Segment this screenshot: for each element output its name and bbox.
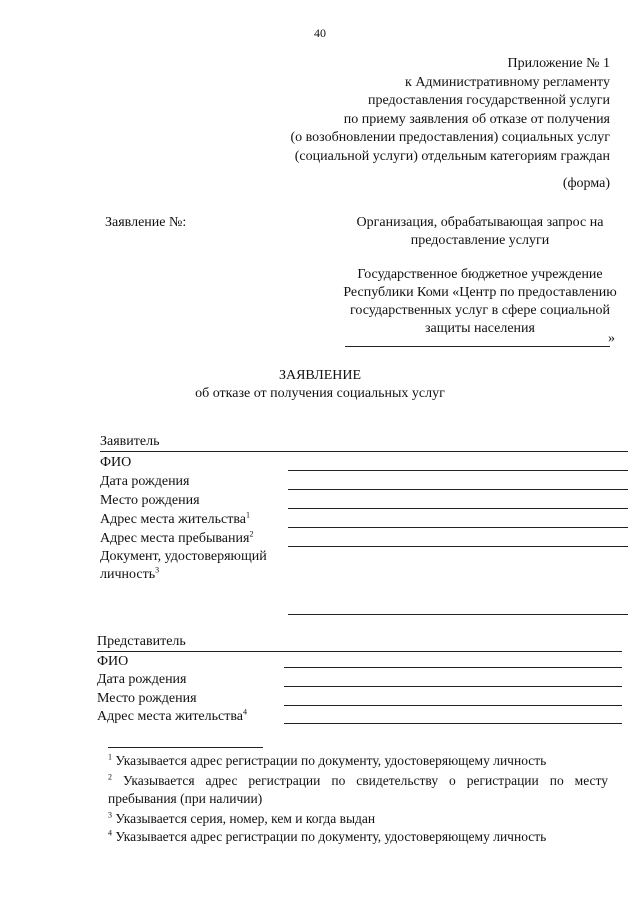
applicant-fio-line[interactable]: [288, 470, 628, 471]
footnote-ref: 1: [246, 510, 250, 520]
applicant-birth-place-line[interactable]: [288, 508, 628, 509]
appendix-line: к Административному регламенту: [405, 74, 610, 90]
footnote-3: [108, 810, 608, 828]
institution-fill-line[interactable]: [345, 346, 610, 347]
footnote-number: 3: [108, 810, 112, 820]
appendix-line: (о возобновлении предоставления) социальных услуг: [290, 130, 610, 145]
applicant-fio-label: ФИО: [100, 455, 132, 470]
applicant-stay-line[interactable]: [288, 546, 628, 547]
representative-birth-place-label: Место рождения: [97, 691, 197, 706]
appendix-line: Приложение № 1: [507, 56, 610, 71]
applicant-id-doc-line[interactable]: [288, 614, 628, 615]
applicant-stay-label: [100, 531, 253, 547]
application-number-label: Заявление №:: [105, 215, 187, 230]
institution-name: Государственное бюджетное учреждение Республики Коми «Центр по предоставлению государственных услуг в сфере социальной защиты населения: [343, 267, 617, 336]
document-title: [0, 367, 640, 403]
label-text: личность: [100, 567, 156, 582]
footnote-number: 4: [108, 828, 112, 838]
applicant-birth-date-line[interactable]: [288, 489, 628, 490]
representative-fio-label: ФИО: [97, 654, 129, 669]
appendix-line: предоставления государственной услуги: [368, 93, 610, 108]
appendix-header: [290, 55, 610, 166]
footnote-text: Указывается адрес регистрации по свидетельству о регистрации по месту пребывания (при наличии): [108, 773, 608, 806]
applicant-birth-place-label: Место рождения: [100, 493, 200, 508]
representative-residence-line[interactable]: [284, 723, 622, 724]
applicant-id-doc-label-cont: [100, 567, 159, 583]
form-label: (форма): [562, 176, 610, 191]
title-subtitle: об отказе от получения социальных услуг: [195, 386, 445, 401]
representative-fio-line[interactable]: [284, 667, 622, 668]
label-text: Адрес места жительства: [97, 709, 243, 724]
label-text: Адрес места жительства: [100, 512, 246, 527]
representative-residence-label: [97, 709, 247, 725]
representative-birth-date-label: Дата рождения: [97, 672, 187, 687]
applicant-id-doc-label: Документ, удостоверяющий: [100, 549, 267, 564]
footnote-ref: 4: [243, 707, 247, 717]
footnote-number: 1: [108, 752, 112, 762]
appendix-line: (социальной услуги) отдельным категориям граждан: [294, 148, 610, 164]
closing-quote: »: [608, 331, 615, 346]
footnote-2: [108, 772, 608, 808]
footnote-1: [108, 752, 608, 770]
footnote-4: [108, 828, 608, 846]
title-main: ЗАЯВЛЕНИЕ: [278, 368, 362, 383]
footnote-number: 2: [108, 772, 112, 782]
organization-label: Организация, обрабатывающая запрос на предоставление услуги: [356, 215, 604, 248]
footnote-text: Указывается адрес регистрации по документу, удостоверяющему личность: [115, 753, 547, 768]
representative-birth-date-line[interactable]: [284, 686, 622, 687]
page-number: 40: [314, 26, 326, 40]
label-text: Адрес места пребывания: [100, 531, 250, 546]
footnote-ref: 3: [155, 565, 160, 575]
footnote-text: Указывается адрес регистрации по документу, удостоверяющему личность: [115, 829, 547, 844]
applicant-heading: Заявитель: [100, 434, 628, 452]
representative-birth-place-line[interactable]: [284, 705, 622, 706]
footnote-ref: 2: [249, 529, 254, 539]
appendix-line: по приему заявления об отказе от получения: [343, 111, 610, 127]
applicant-birth-date-label: Дата рождения: [100, 474, 190, 489]
footnote-text: Указывается серия, номер, кем и когда выдан: [115, 811, 376, 826]
applicant-residence-line[interactable]: [288, 527, 628, 528]
applicant-residence-label: [100, 512, 250, 528]
footnote-separator: [108, 747, 263, 748]
representative-heading: Представитель: [97, 634, 622, 652]
